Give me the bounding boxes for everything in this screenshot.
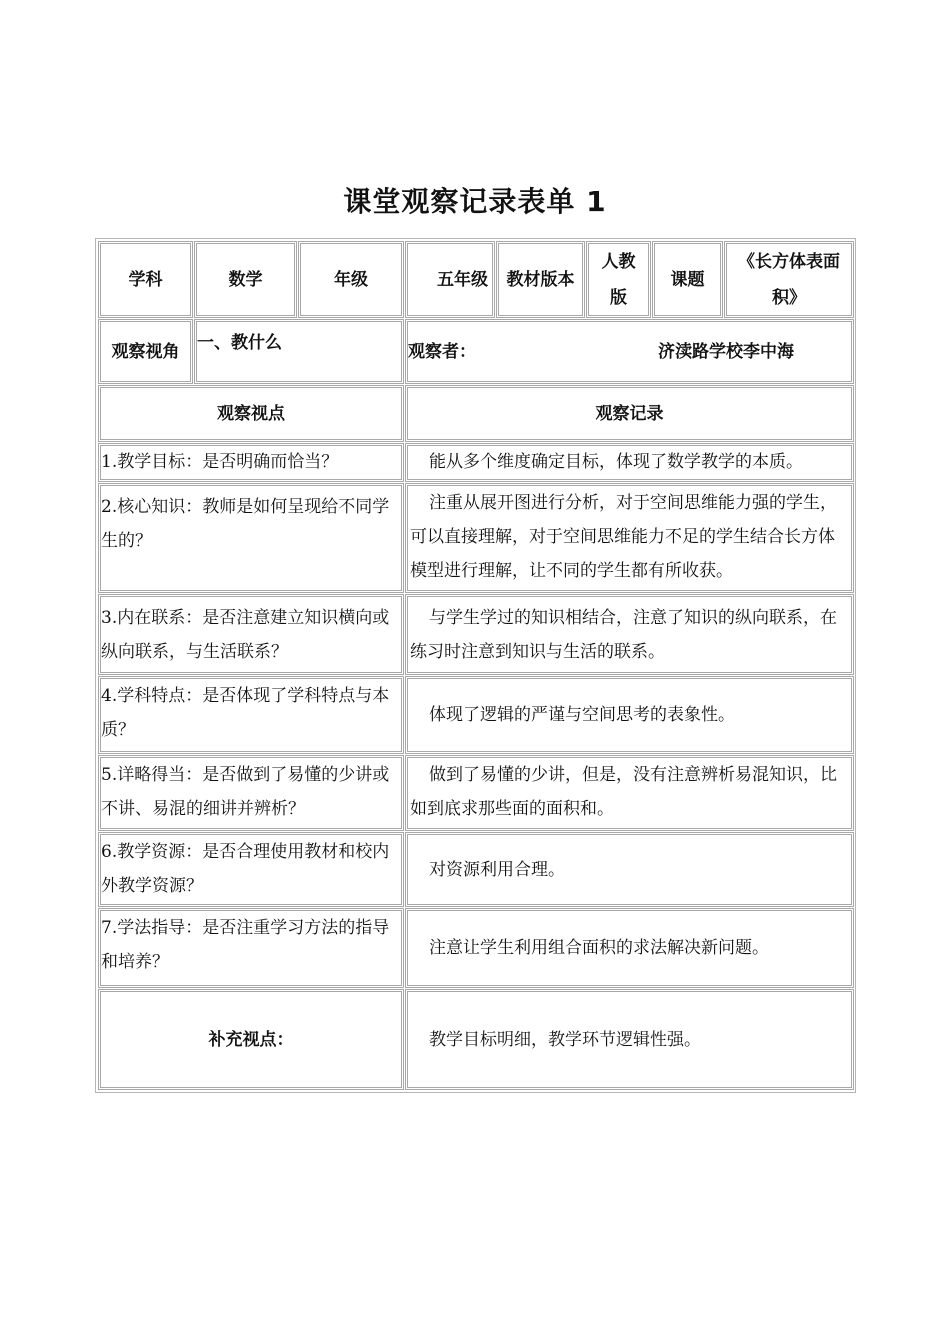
topic-value-line2: 积》 — [772, 288, 806, 308]
page-title: 课堂观察记录表单 1 — [343, 185, 607, 218]
observation-record-5: 做到了易懂的少讲，但是，没有注意辨析易混知识，比如到底求那些面的面积和。 — [405, 755, 854, 831]
subject-value: 数学 — [194, 241, 297, 318]
observation-point-4: 4.学科特点：是否体现了学科特点与本质？ — [98, 676, 404, 754]
topic-value-line1: 《长方体表面 — [738, 252, 840, 272]
observation-record-6: 对资源利用合理。 — [405, 832, 854, 907]
observation-record-1: 能从多个维度确定目标，体现了数学教学的本质。 — [405, 443, 854, 482]
topic-label: 课题 — [652, 241, 723, 318]
topic-value — [724, 241, 854, 318]
supplement-label: 补充视点： — [98, 989, 404, 1090]
edition-value — [586, 241, 651, 318]
subject-label: 学科 — [98, 241, 193, 318]
observation-point-3: 3.内在联系：是否注意建立知识横向或纵向联系，与生活联系？ — [98, 594, 404, 675]
observer-value: 济渎路学校李中海 — [658, 341, 794, 362]
observation-table — [95, 238, 856, 1093]
observation-point-7: 7.学法指导：是否注重学习方法的指导和培养？ — [98, 908, 404, 988]
perspective-value: 一、教什么 — [194, 319, 404, 384]
observation-point-2: 2.核心知识：教师是如何呈现给不同学生的？ — [98, 483, 404, 593]
observer-cell — [405, 319, 854, 384]
observation-record-3: 与学生学过的知识相结合，注意了知识的纵向联系，在练习时注意到知识与生活的联系。 — [405, 594, 854, 675]
edition-label: 教材版本 — [496, 241, 585, 318]
perspective-label: 观察视角 — [98, 319, 193, 384]
observation-record-2: 注重从展开图进行分析，对于空间思维能力强的学生，可以直接理解，对于空间思维能力不足的学生结合长方体模型进行理解，让不同的学生都有所收获。 — [405, 483, 854, 593]
observation-point-1: 1.教学目标：是否明确而恰当？ — [98, 443, 404, 482]
column-header-points: 观察视点 — [98, 385, 404, 442]
edition-value-line2: 版 — [610, 288, 627, 308]
observation-point-6: 6.教学资源：是否合理使用教材和校内外教学资源？ — [98, 832, 404, 907]
observer-label: 观察者： — [408, 341, 476, 362]
grade-value: 五年级 — [405, 241, 495, 318]
observation-record-4: 体现了逻辑的严谨与空间思考的表象性。 — [405, 676, 854, 754]
grade-label: 年级 — [298, 241, 404, 318]
observation-point-5: 5.详略得当：是否做到了易懂的少讲或不讲、易混的细讲并辨析？ — [98, 755, 404, 831]
column-header-records: 观察记录 — [405, 385, 854, 442]
observation-record-7: 注意让学生利用组合面积的求法解决新问题。 — [405, 908, 854, 988]
supplement-record: 教学目标明细，教学环节逻辑性强。 — [405, 989, 854, 1090]
edition-value-line1: 人教 — [601, 252, 636, 272]
